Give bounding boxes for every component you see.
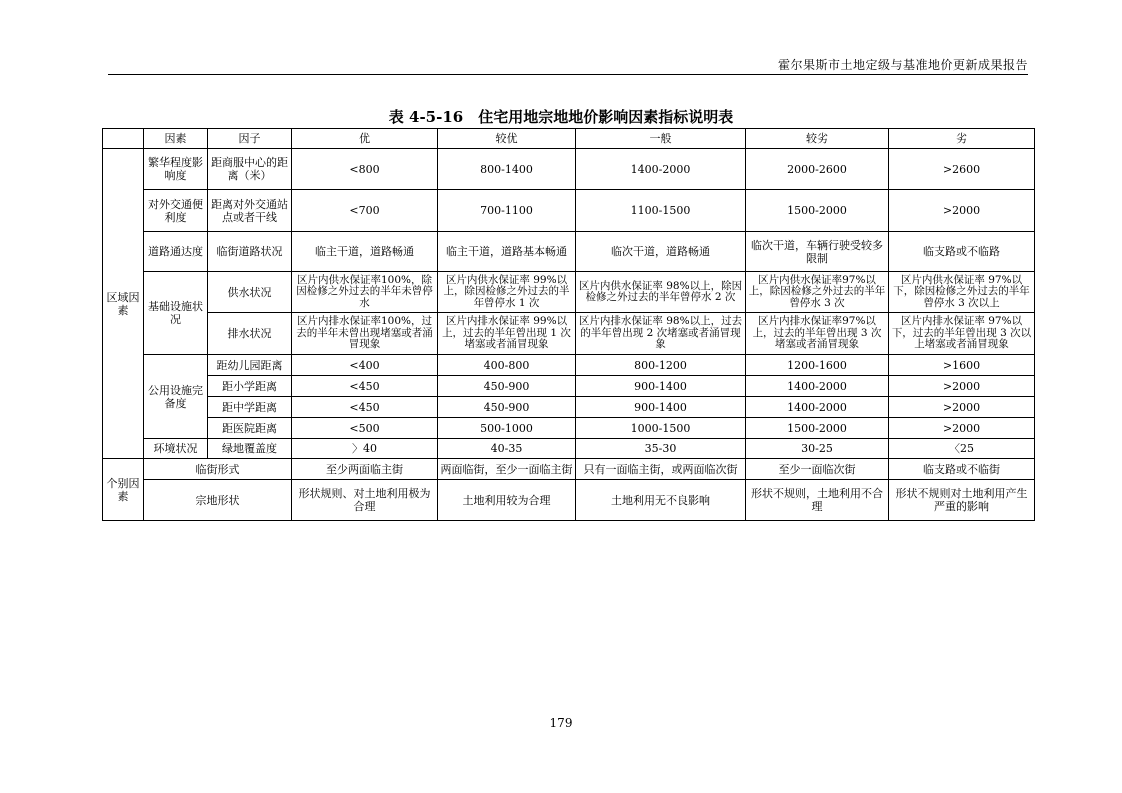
table-row: [103, 190, 1035, 232]
value-cell: >2600: [889, 149, 1035, 190]
value-cell: 临支路或不临路: [889, 232, 1035, 272]
subfactor-cell: 距小学距离: [208, 376, 292, 397]
table-row: [103, 149, 1035, 190]
table-row: [103, 418, 1035, 439]
value-cell: <800: [292, 149, 438, 190]
subfactor-cell: 距商服中心的距离（米）: [208, 149, 292, 190]
subfactor-cell: 临街道路状况: [208, 232, 292, 272]
value-cell: 区片内供水保证率97%以上，除因检修之外过去的半年曾停水 3 次: [746, 272, 889, 313]
page-number: 179: [549, 716, 573, 730]
value-cell: <700: [292, 190, 438, 232]
value-cell: 1400-2000: [746, 376, 889, 397]
table-row: [103, 459, 1035, 480]
value-cell: <450: [292, 397, 438, 418]
factor-cell: 繁华程度影响度: [144, 149, 208, 190]
value-cell: 450-900: [438, 376, 576, 397]
header-cell: 因素: [144, 129, 208, 149]
value-cell: 1400-2000: [576, 149, 746, 190]
header-cell: [103, 129, 144, 149]
factor-cell: 对外交通便利度: [144, 190, 208, 232]
value-cell: >2000: [889, 397, 1035, 418]
value-cell: 两面临街，至少一面临主街: [438, 459, 576, 480]
value-cell: 1000-1500: [576, 418, 746, 439]
value-cell: 区片内排水保证率 98%以上，过去的半年曾出现 2 次堵塞或者涌冒现象: [576, 313, 746, 355]
header-cell: 一般: [576, 129, 746, 149]
value-cell: <500: [292, 418, 438, 439]
subfactor-cell: 绿地覆盖度: [208, 439, 292, 459]
factor-table: [102, 128, 1035, 521]
value-cell: 形状规则、对土地利用极为合理: [292, 480, 438, 521]
subfactor-cell: 距中学距离: [208, 397, 292, 418]
table-row: [103, 439, 1035, 459]
value-cell: 1500-2000: [746, 190, 889, 232]
value-cell: 2000-2600: [746, 149, 889, 190]
factor-cell: 宗地形状: [144, 480, 292, 521]
value-cell: 形状不规则对土地利用产生严重的影响: [889, 480, 1035, 521]
header-cell: 较优: [438, 129, 576, 149]
value-cell: 至少一面临次街: [746, 459, 889, 480]
value-cell: 400-800: [438, 355, 576, 376]
value-cell: 形状不规则，土地利用不合理: [746, 480, 889, 521]
value-cell: 700-1100: [438, 190, 576, 232]
value-cell: 〈25: [889, 439, 1035, 459]
value-cell: 区片内排水保证率97%以上，过去的半年曾出现 3 次堵塞或者涌冒现象: [746, 313, 889, 355]
value-cell: 900-1400: [576, 376, 746, 397]
value-cell: <450: [292, 376, 438, 397]
value-cell: 区片内供水保证率100%，除因检修之外过去的半年未曾停水: [292, 272, 438, 313]
value-cell: 1400-2000: [746, 397, 889, 418]
value-cell: 临支路或不临街: [889, 459, 1035, 480]
header-rule: [108, 74, 1028, 75]
value-cell: 区片内排水保证率 99%以上，过去的半年曾出现 1 次堵塞或者涌冒现象: [438, 313, 576, 355]
subfactor-cell: 排水状况: [208, 313, 292, 355]
value-cell: 只有一面临主街，或两面临次街: [576, 459, 746, 480]
subfactor-cell: 距幼儿园距离: [208, 355, 292, 376]
table-row: [103, 355, 1035, 376]
value-cell: 区片内供水保证率 99%以上，除因检修之外过去的半年曾停水 1 次: [438, 272, 576, 313]
subfactor-cell: 供水状况: [208, 272, 292, 313]
value-cell: 临主干道，道路基本畅通: [438, 232, 576, 272]
value-cell: 500-1000: [438, 418, 576, 439]
header-cell: 因子: [208, 129, 292, 149]
table-row: [103, 480, 1035, 521]
header-cell: 较劣: [746, 129, 889, 149]
value-cell: 1100-1500: [576, 190, 746, 232]
value-cell: 900-1400: [576, 397, 746, 418]
value-cell: 临主干道，道路畅通: [292, 232, 438, 272]
header-cell: 劣: [889, 129, 1035, 149]
factor-cell: 临街形式: [144, 459, 292, 480]
value-cell: 450-900: [438, 397, 576, 418]
value-cell: 30-25: [746, 439, 889, 459]
table-row: [103, 397, 1035, 418]
factor-cell: 道路通达度: [144, 232, 208, 272]
group-individual: 个别因素: [103, 459, 144, 521]
value-cell: 区片内供水保证率 98%以上，除因检修之外过去的半年曾停水 2 次: [576, 272, 746, 313]
value-cell: 区片内排水保证率100%，过去的半年未曾出现堵塞或者涌冒现象: [292, 313, 438, 355]
table-row: [103, 232, 1035, 272]
report-header: 霍尔果斯市土地定级与基准地价更新成果报告: [777, 58, 1028, 72]
factor-cell: 环境状况: [144, 439, 208, 459]
value-cell: 土地利用较为合理: [438, 480, 576, 521]
value-cell: 〉40: [292, 439, 438, 459]
group-regional: 区域因素: [103, 149, 144, 459]
table-title: 表 4-5-16 住宅用地宗地地价影响因素指标说明表: [388, 108, 734, 126]
value-cell: 临次干道，道路畅通: [576, 232, 746, 272]
value-cell: >2000: [889, 418, 1035, 439]
value-cell: 土地利用无不良影响: [576, 480, 746, 521]
table-header-row: [103, 129, 1035, 149]
factor-cell: 基础设施状况: [144, 272, 208, 355]
subfactor-cell: 距医院距离: [208, 418, 292, 439]
value-cell: >1600: [889, 355, 1035, 376]
value-cell: >2000: [889, 376, 1035, 397]
value-cell: 区片内排水保证率 97%以下，过去的半年曾出现 3 次以上堵塞或者涌冒现象: [889, 313, 1035, 355]
value-cell: <400: [292, 355, 438, 376]
table-row: [103, 272, 1035, 313]
value-cell: >2000: [889, 190, 1035, 232]
value-cell: 1500-2000: [746, 418, 889, 439]
value-cell: 1200-1600: [746, 355, 889, 376]
header-cell: 优: [292, 129, 438, 149]
value-cell: 至少两面临主街: [292, 459, 438, 480]
factor-cell: 公用设施完备度: [144, 355, 208, 439]
value-cell: 临次干道，车辆行驶受较多限制: [746, 232, 889, 272]
table-row: [103, 376, 1035, 397]
subfactor-cell: 距离对外交通站点或者干线: [208, 190, 292, 232]
value-cell: 800-1200: [576, 355, 746, 376]
value-cell: 35-30: [576, 439, 746, 459]
table-row: [103, 313, 1035, 355]
value-cell: 40-35: [438, 439, 576, 459]
value-cell: 800-1400: [438, 149, 576, 190]
value-cell: 区片内供水保证率 97%以下，除因检修之外过去的半年曾停水 3 次以上: [889, 272, 1035, 313]
